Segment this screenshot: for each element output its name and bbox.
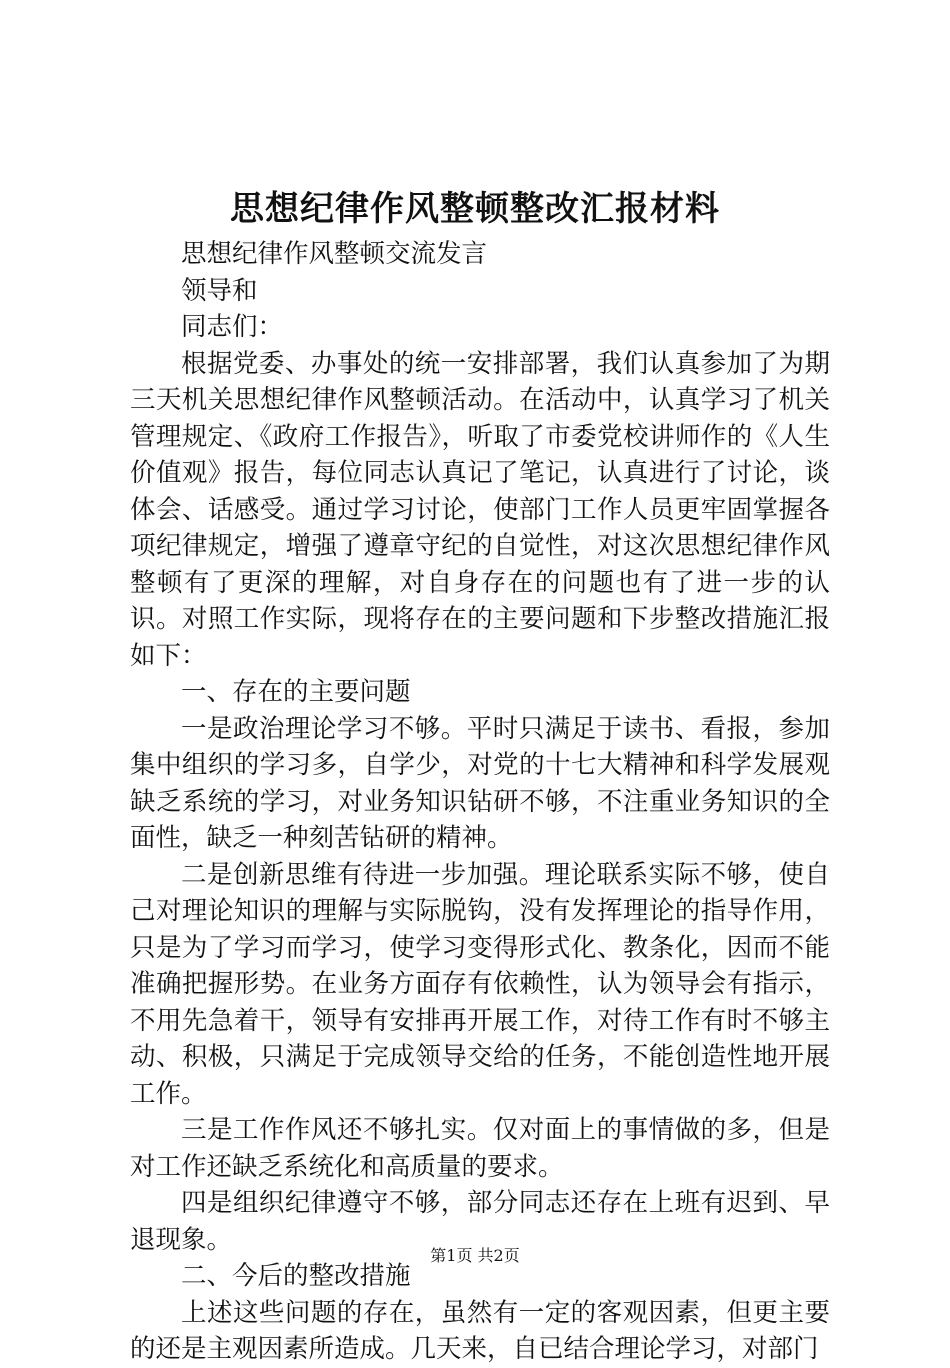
section-heading-problems: 一、存在的主要问题	[181, 677, 411, 707]
salutation-line-2: 同志们：	[181, 312, 284, 342]
problem-paragraph-1: 一是政治理论学习不够。平时只满足于读书、看报，参加集中组织的学习多，自学少，对党的十七大精神和科学发展观缺乏系统的学习，对业务知识钻研不够，不注重业务知识的全面性，缺乏一种刻苦钻研的精神。	[130, 713, 830, 853]
page-number-footer: 第1页 共2页	[430, 1246, 520, 1265]
salutation-line-1: 领导和	[181, 275, 258, 306]
document-title: 思想纪律作风整顿整改汇报材料	[230, 189, 720, 229]
problem-paragraph-2: 二是创新思维有待进一步加强。理论联系实际不够，使自己对理论知识的理解与实际脱钩，没有发挥理论的指导作用，只是为了学习而学习，使学习变得形式化、教条化，因而不能准确把握形势。在业务方面存有依赖性，认为领导会有指示，不用先急着干，领导有安排再开展工作，对待工作有时不够主动、积极，只满足于完成领导交给的任务，不能创造性地开展工作。	[130, 859, 830, 1109]
section-heading-measures: 二、今后的整改措施	[181, 1261, 411, 1291]
problem-paragraph-4: 四是组织纪律遵守不够，部分同志还存在上班有迟到、早退现象。	[130, 1188, 830, 1255]
measures-paragraph: 上述这些问题的存在，虽然有一定的客观因素，但更主要的还是主观因素所造成。几天来，自已结合理论学习，对部门	[130, 1297, 830, 1364]
problem-paragraph-3: 三是工作作风还不够扎实。仅对面上的事情做的多，但是对工作还缺乏系统化和高质量的要求。	[130, 1115, 830, 1182]
intro-paragraph: 根据党委、办事处的统一安排部署，我们认真参加了为期三天机关思想纪律作风整顿活动。在活动中，认真学习了机关管理规定、《政府工作报告》，听取了市委党校讲师作的《人生价值观》报告，每位同志认真记了笔记，认真进行了讨论，谈体会、话感受。通过学习讨论，使部门工作人员更牢固掌握各项纪律规定，增强了遵章守纪的自觉性，对这次思想纪律作风整顿有了更深的理解，对自身存在的问题也有了进一步的认识。对照工作实际，现将存在的主要问题和下步整改措施汇报如下：	[130, 348, 830, 671]
subtitle-paragraph: 思想纪律作风整顿交流发言	[181, 239, 488, 269]
document-body	[130, 236, 830, 1368]
